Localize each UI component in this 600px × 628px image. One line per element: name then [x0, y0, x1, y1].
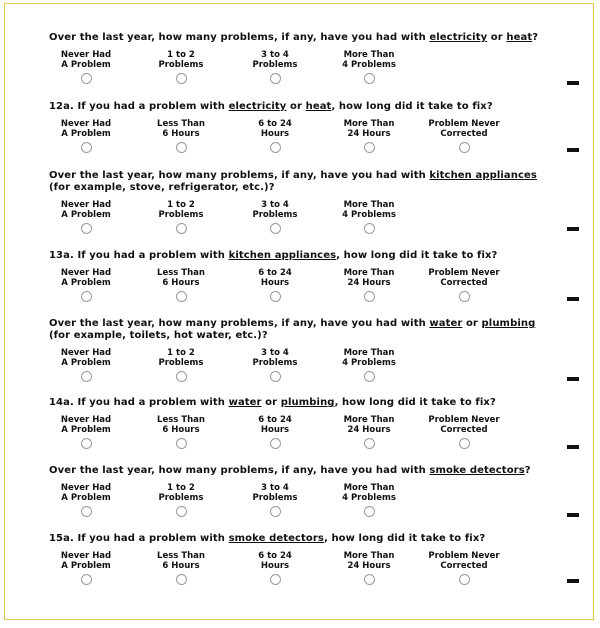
question-text-segment: ? [532, 32, 539, 43]
option-label: A Problem [61, 493, 111, 503]
underlined-term: plumbing [481, 318, 536, 329]
option-label: Problem Never [428, 268, 500, 278]
option-label: Problems [158, 358, 204, 368]
option-label: 4 Problems [342, 60, 396, 70]
question-text-segment: Over the last year, how many problems, if any, have you had with [49, 32, 430, 43]
option-label: Never Had [60, 268, 112, 278]
option-label: 6 to 24 [258, 268, 292, 278]
option-label: A Problem [61, 425, 111, 435]
answer-option[interactable] [46, 268, 126, 302]
question-text-segment: 12a. If you had a problem with [49, 101, 229, 112]
option-label: 1 to 2 [167, 200, 195, 210]
question-text-segment: 14a. If you had a problem with [49, 397, 229, 408]
option-label: 3 to 4 [261, 483, 289, 493]
option-label: Problem Never [428, 551, 500, 561]
question-text-segment: Over the last year, how many problems, if any, have you had with [49, 318, 430, 329]
alignment-mark [567, 513, 579, 517]
answer-options [49, 348, 569, 386]
answer-option[interactable] [424, 551, 504, 585]
radio-button[interactable] [176, 371, 187, 382]
option-label: Problems [252, 210, 298, 220]
question-text-segment: 15a. If you had a problem with [49, 533, 229, 544]
radio-button[interactable] [364, 73, 375, 84]
answer-option[interactable] [141, 415, 221, 449]
answer-option[interactable] [235, 483, 315, 517]
option-label: 3 to 4 [261, 348, 289, 358]
question-text-segment: Over the last year, how many problems, if any, have you had with [49, 170, 430, 181]
question-text-segment: or [462, 318, 482, 329]
question-text-segment: 13a. If you had a problem with [49, 250, 229, 261]
option-label: More Than [343, 200, 395, 210]
option-label: Corrected [440, 129, 488, 139]
answer-option[interactable] [235, 268, 315, 302]
option-label: 1 to 2 [167, 50, 195, 60]
option-label: Corrected [440, 425, 488, 435]
underlined-term: smoke detectors [228, 533, 324, 544]
question-text [49, 465, 569, 477]
underlined-term: heat [506, 32, 533, 43]
question-text [49, 101, 569, 113]
radio-button[interactable] [459, 438, 470, 449]
radio-button[interactable] [176, 506, 187, 517]
alignment-mark [567, 579, 579, 583]
option-label: 6 to 24 [258, 551, 292, 561]
option-label: More Than [343, 415, 395, 425]
option-label: More Than [343, 551, 395, 561]
radio-button[interactable] [81, 574, 92, 585]
answer-option[interactable] [46, 50, 126, 84]
answer-option[interactable] [141, 200, 221, 234]
option-label: Problems [158, 60, 204, 70]
answer-option[interactable] [329, 348, 409, 382]
question-block [49, 32, 569, 88]
question-text [49, 170, 569, 194]
question-text-segment: , how long did it take to fix? [331, 101, 493, 112]
radio-button[interactable] [270, 291, 281, 302]
answer-option[interactable] [235, 348, 315, 382]
radio-button[interactable] [81, 506, 92, 517]
underlined-term: smoke detectors [429, 465, 525, 476]
answer-option[interactable] [46, 415, 126, 449]
option-label: A Problem [61, 278, 111, 288]
answer-option[interactable] [46, 348, 126, 382]
radio-button[interactable] [270, 73, 281, 84]
survey-page [4, 3, 594, 620]
question-text-segment: (for example, stove, refrigerator, etc.)? [49, 182, 275, 193]
underlined-term: plumbing [280, 397, 335, 408]
answer-option[interactable] [329, 200, 409, 234]
question-block [49, 533, 569, 589]
answer-option[interactable] [329, 50, 409, 84]
answer-options [49, 551, 569, 589]
option-label: Hours [260, 425, 290, 435]
alignment-mark [567, 297, 579, 301]
option-label: 24 Hours [347, 561, 391, 571]
underlined-term: water [228, 397, 262, 408]
answer-option[interactable] [329, 483, 409, 517]
radio-button[interactable] [176, 574, 187, 585]
option-label: A Problem [61, 60, 111, 70]
option-label: 6 Hours [162, 425, 200, 435]
underlined-term: kitchen appliances [429, 170, 537, 181]
question-text-segment: or [261, 397, 281, 408]
underlined-term: electricity [228, 101, 287, 112]
answer-option[interactable] [235, 200, 315, 234]
alignment-mark [567, 445, 579, 449]
radio-button[interactable] [364, 223, 375, 234]
answer-option[interactable] [141, 119, 221, 153]
option-label: 24 Hours [347, 425, 391, 435]
question-text-segment: , how long did it take to fix? [323, 533, 486, 544]
question-text [49, 32, 569, 44]
question-text-segment: , how long did it take to fix? [334, 397, 496, 408]
option-label: 6 to 24 [258, 119, 292, 129]
answer-option[interactable] [424, 119, 504, 153]
answer-option[interactable] [329, 551, 409, 585]
radio-button[interactable] [364, 438, 375, 449]
answer-option[interactable] [46, 483, 126, 517]
question-block [49, 101, 569, 157]
answer-option[interactable] [141, 483, 221, 517]
question-text-segment: Over the last year, how many problems, if any, have you had with [49, 465, 430, 476]
radio-button[interactable] [81, 371, 92, 382]
answer-option[interactable] [424, 415, 504, 449]
answer-options [49, 119, 569, 157]
question-text-segment: , how long did it take to fix? [336, 250, 498, 261]
option-label: Corrected [440, 278, 488, 288]
underlined-term: kitchen appliances [228, 250, 337, 261]
option-label: Never Had [60, 200, 112, 210]
option-label: 6 Hours [162, 129, 200, 139]
question-block [49, 397, 569, 453]
option-label: More Than [343, 268, 395, 278]
question-text-segment: ? [524, 465, 531, 476]
option-label: 4 Problems [342, 210, 396, 220]
underlined-term: heat [305, 101, 332, 112]
radio-button[interactable] [364, 291, 375, 302]
answer-option[interactable] [235, 415, 315, 449]
alignment-mark [567, 148, 579, 152]
option-label: 6 Hours [162, 278, 200, 288]
option-label: Problems [158, 210, 204, 220]
answer-options [49, 50, 569, 88]
option-label: More Than [343, 348, 395, 358]
answer-option[interactable] [329, 268, 409, 302]
option-label: Never Had [60, 483, 112, 493]
option-label: Hours [260, 561, 290, 571]
option-label: 4 Problems [342, 358, 396, 368]
answer-option[interactable] [46, 200, 126, 234]
option-label: A Problem [61, 358, 111, 368]
answer-option[interactable] [329, 119, 409, 153]
option-label: 4 Problems [342, 493, 396, 503]
option-label: Never Had [60, 348, 112, 358]
question-block [49, 170, 569, 238]
alignment-mark [567, 227, 579, 231]
option-label: Never Had [60, 415, 112, 425]
radio-button[interactable] [364, 371, 375, 382]
option-label: Less Than [157, 415, 205, 425]
radio-button[interactable] [81, 73, 92, 84]
radio-button[interactable] [459, 574, 470, 585]
question-text [49, 397, 569, 409]
radio-button[interactable] [270, 506, 281, 517]
option-label: Less Than [157, 119, 205, 129]
option-label: Problems [158, 493, 204, 503]
radio-button[interactable] [81, 142, 92, 153]
answer-option[interactable] [141, 50, 221, 84]
question-block [49, 465, 569, 521]
radio-button[interactable] [270, 223, 281, 234]
question-text [49, 533, 569, 545]
radio-button[interactable] [270, 142, 281, 153]
radio-button[interactable] [364, 506, 375, 517]
answer-option[interactable] [329, 415, 409, 449]
option-label: A Problem [61, 129, 111, 139]
option-label: Problem Never [428, 415, 500, 425]
answer-option[interactable] [141, 268, 221, 302]
option-label: Hours [260, 129, 290, 139]
answer-option[interactable] [235, 119, 315, 153]
option-label: Problems [252, 60, 298, 70]
option-label: 3 to 4 [261, 50, 289, 60]
answer-option[interactable] [46, 551, 126, 585]
question-text [49, 318, 569, 342]
answer-options [49, 268, 569, 306]
answer-option[interactable] [141, 348, 221, 382]
radio-button[interactable] [176, 438, 187, 449]
alignment-mark [567, 81, 579, 85]
option-label: 24 Hours [347, 129, 391, 139]
radio-button[interactable] [81, 223, 92, 234]
answer-option[interactable] [141, 551, 221, 585]
radio-button[interactable] [459, 142, 470, 153]
option-label: Problems [252, 493, 298, 503]
option-label: 1 to 2 [167, 348, 195, 358]
option-label: 1 to 2 [167, 483, 195, 493]
option-label: Less Than [157, 268, 205, 278]
radio-button[interactable] [270, 438, 281, 449]
option-label: More Than [343, 483, 395, 493]
answer-options [49, 483, 569, 521]
underlined-term: electricity [429, 32, 488, 43]
option-label: 6 to 24 [258, 415, 292, 425]
option-label: 3 to 4 [261, 200, 289, 210]
answer-options [49, 415, 569, 453]
option-label: 24 Hours [347, 278, 391, 288]
answer-option[interactable] [46, 119, 126, 153]
option-label: Never Had [60, 50, 112, 60]
option-label: Problem Never [428, 119, 500, 129]
radio-button[interactable] [176, 223, 187, 234]
question-text-segment: (for example, toilets, hot water, etc.)? [49, 330, 268, 341]
question-block [49, 318, 569, 386]
radio-button[interactable] [81, 438, 92, 449]
question-text-segment: or [286, 101, 306, 112]
option-label: 6 Hours [162, 561, 200, 571]
answer-option[interactable] [235, 551, 315, 585]
option-label: Never Had [60, 119, 112, 129]
radio-button[interactable] [364, 574, 375, 585]
radio-button[interactable] [176, 142, 187, 153]
option-label: Never Had [60, 551, 112, 561]
option-label: A Problem [61, 561, 111, 571]
radio-button[interactable] [459, 291, 470, 302]
question-text [49, 250, 569, 262]
radio-button[interactable] [270, 371, 281, 382]
option-label: Less Than [157, 551, 205, 561]
option-label: Problems [252, 358, 298, 368]
answer-options [49, 200, 569, 238]
radio-button[interactable] [81, 291, 92, 302]
radio-button[interactable] [270, 574, 281, 585]
option-label: More Than [343, 50, 395, 60]
answer-option[interactable] [424, 268, 504, 302]
radio-button[interactable] [364, 142, 375, 153]
option-label: A Problem [61, 210, 111, 220]
option-label: Corrected [440, 561, 488, 571]
option-label: Hours [260, 278, 290, 288]
underlined-term: water [429, 318, 463, 329]
radio-button[interactable] [176, 291, 187, 302]
question-block [49, 250, 569, 306]
option-label: More Than [343, 119, 395, 129]
question-text-segment: or [487, 32, 507, 43]
answer-option[interactable] [235, 50, 315, 84]
alignment-mark [567, 377, 579, 381]
radio-button[interactable] [176, 73, 187, 84]
